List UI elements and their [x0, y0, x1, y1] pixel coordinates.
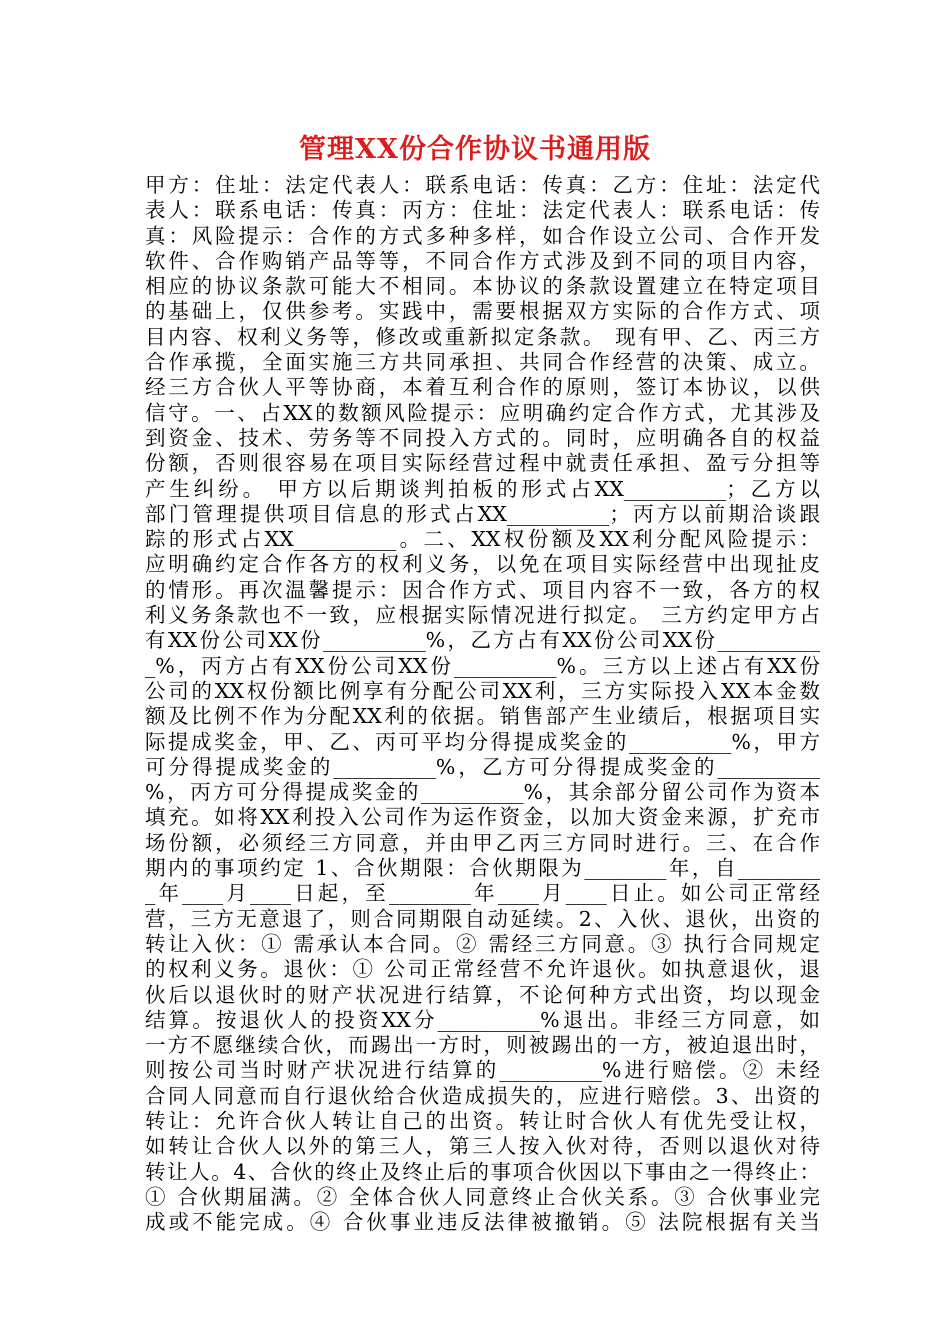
body-text-line: 期内的事项约定 1、合伙期限：合伙期限为________年，自________ [145, 856, 820, 881]
body-text-line: 公司的XX权份额比例享有分配公司XX利，三方实际投入XX本金数 [145, 678, 820, 703]
body-text-line: 合作承揽，全面实施三方共同承担、共同合作经营的决策、成立。 [145, 350, 820, 375]
body-text-line: 的权利义务。退伙：① 公司正常经营不允许退伙。如执意退伙，退 [145, 957, 820, 982]
body-text-line: 信守。一、占XX的数额风险提示：应明确约定合作方式，尤其涉及 [145, 400, 820, 425]
body-text-line: 一方不愿继续合伙，而踢出一方时，则被踢出的一方，被迫退出时， [145, 1033, 820, 1058]
body-text-line: 经三方合伙人平等协商，本着互利合作的原则，签订本协议，以供 [145, 375, 820, 400]
body-text-line: 的基础上，仅供参考。实践中，需要根据双方实际的合作方式、项 [145, 299, 820, 324]
body-text-line: 成或不能完成。④ 合伙事业违反法律被撤销。⑤ 法院根据有关当 [145, 1210, 820, 1235]
body-text-line: 相应的协议条款可能大不相同。本协议的条款设置建立在特定项目 [145, 274, 820, 299]
body-text-line: 踪的形式占XX__________。二、XX权份额及XX利分配风险提示： [145, 527, 820, 552]
body-text-line: 转让：允许合伙人转让自己的出资。转让时合伙人有优先受让权， [145, 1108, 820, 1133]
body-text-line: 甲方：住址：法定代表人：联系电话：传真：乙方：住址：法定代 [145, 173, 820, 197]
body-text-line: 真：风险提示：合作的方式多种多样，如合作设立公司、合作开发 [145, 223, 820, 248]
body-text-line: 则按公司当时财产状况进行结算的__________%进行赔偿。② 未经 [145, 1058, 820, 1083]
body-text-line: 目内容、权利义务等，修改或重新拟定条款。 现有甲、乙、丙三方 [145, 324, 820, 349]
body-text-line: 结算。按退伙人的投资XX分__________%退出。非经三方同意，如 [145, 1007, 820, 1032]
body-text-line: _%，丙方占有XX份公司XX份__________%。三方以上述占有XX份 [145, 653, 820, 678]
body-text-line: 转让人。4、合伙的终止及终止后的事项合伙因以下事由之一得终止： [145, 1159, 820, 1184]
body-text-line: 伙后以退伙时的财产状况进行结算，不论何种方式出资，均以现金 [145, 982, 820, 1007]
body-text-line: 际提成奖金，甲、乙、丙可平均分得提成奖金的__________%，甲方 [145, 729, 820, 754]
body-text-line: 场份额，必须经三方同意，并由甲乙丙三方同时进行。三、在合作 [145, 830, 820, 855]
body-text-line: 软件、合作购销产品等等，不同合作方式涉及到不同的项目内容， [145, 248, 820, 273]
body-text-line: 部门管理提供项目信息的形式占XX__________；丙方以前期洽谈跟 [145, 501, 820, 526]
body-text-line: 有XX份公司XX份__________%，乙方占有XX份公司XX份__________ [145, 628, 820, 653]
body-text-line: 营，三方无意退了，则合同期限自动延续。2、入伙、退伙，出资的 [145, 906, 820, 931]
body-text-line: 应明确约定合作各方的权利义务，以免在项目实际经营中出现扯皮 [145, 552, 820, 577]
body-text-line: %，丙方可分得提成奖金的__________%，其余部分留公司作为资本 [145, 780, 820, 805]
body-text-line: 合同人同意而自行退伙给合伙造成损失的，应进行赔偿。3、出资的 [145, 1083, 820, 1108]
body-text-line: 转让入伙：① 需承认本合同。② 需经三方同意。③ 执行合同规定 [145, 931, 820, 956]
body-text-line: _年____月____日起，至________年____月____日止。如公司正常经 [145, 881, 820, 906]
body-text-line: 利义务条款也不一致，应根据实际情况进行拟定。 三方约定甲方占 [145, 603, 820, 628]
document-title: 管理XX份合作协议书通用版 [299, 134, 651, 165]
document-body [145, 173, 820, 1235]
body-text-line: 可分得提成奖金的__________%，乙方可分得提成奖金的__________ [145, 754, 820, 779]
body-text-line: 表人：联系电话：传真：丙方：住址：法定代表人：联系电话：传 [145, 198, 820, 223]
body-text-line: 到资金、技术、劳务等不同投入方式的。同时，应明确各自的权益 [145, 425, 820, 450]
body-text-line: 产生纠纷。 甲方以后期谈判拍板的形式占XX__________；乙方以 [145, 476, 820, 501]
body-text-line: ① 合伙期届满。② 全体合伙人同意终止合伙关系。③ 合伙事业完 [145, 1184, 820, 1209]
body-text-line: 填充。如将XX利投入公司作为运作资金，以加大资金来源，扩充市 [145, 805, 820, 830]
body-text-line: 的情形。再次温馨提示：因合作方式、项目内容不一致，各方的权 [145, 577, 820, 602]
body-text-line: 如转让合伙人以外的第三人，第三人按入伙对待，否则以退伙对待 [145, 1134, 820, 1159]
body-text-line: 份额，否则很容易在项目实际经营过程中就责任承担、盈亏分担等 [145, 451, 820, 476]
body-text-line: 额及比例不作为分配XX利的依据。销售部产生业绩后，根据项目实 [145, 704, 820, 729]
